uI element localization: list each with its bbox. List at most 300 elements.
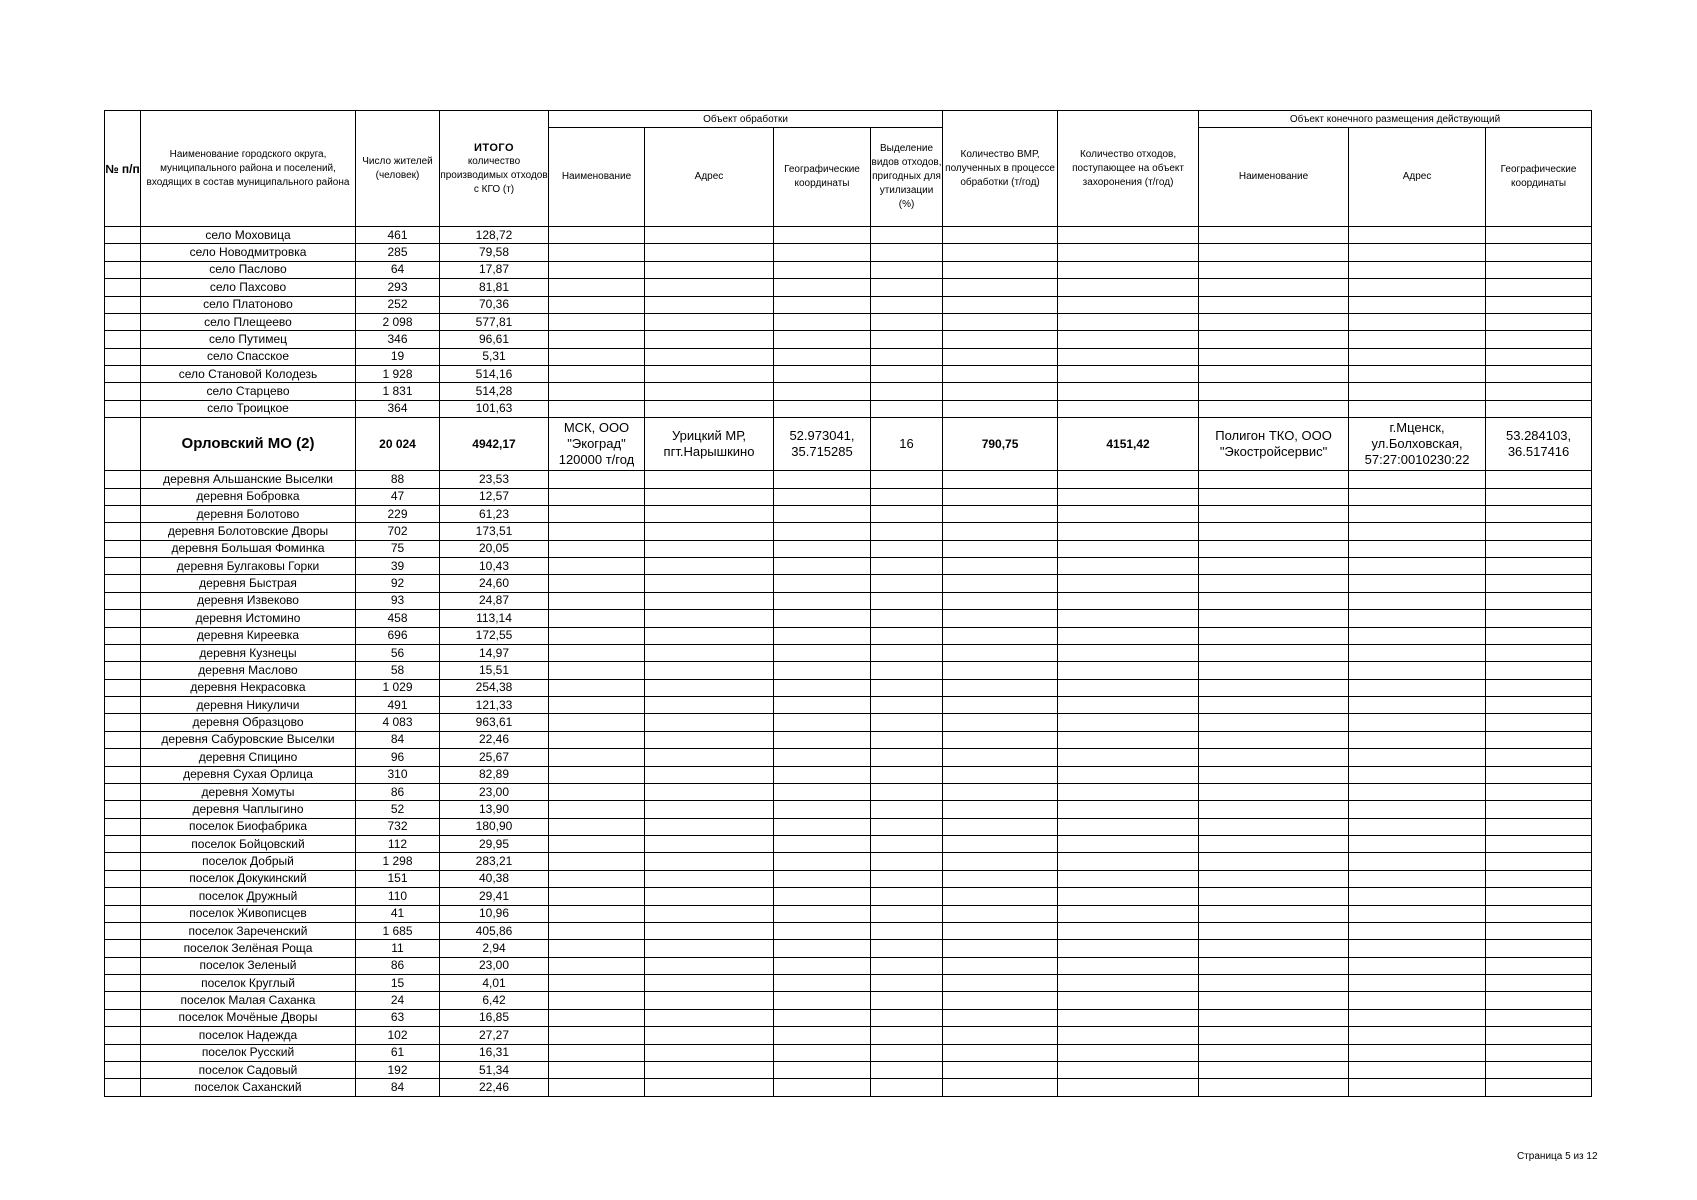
empty-cell	[105, 488, 141, 505]
empty-cell	[645, 1009, 774, 1026]
empty-cell	[105, 1079, 141, 1096]
table-row	[105, 540, 1592, 557]
empty-cell	[105, 836, 141, 853]
empty-cell	[1349, 400, 1486, 417]
empty-cell	[1199, 679, 1349, 696]
empty-cell	[1486, 697, 1592, 714]
empty-cell	[645, 505, 774, 522]
empty-cell	[1058, 383, 1199, 400]
empty-cell	[1486, 400, 1592, 417]
empty-cell	[1486, 1044, 1592, 1061]
empty-cell	[549, 888, 645, 905]
empty-cell	[549, 714, 645, 731]
empty-cell	[1058, 905, 1199, 922]
empty-cell	[549, 1044, 645, 1061]
empty-cell	[549, 348, 645, 365]
empty-cell	[645, 627, 774, 644]
empty-cell	[1058, 575, 1199, 592]
settlement-name: поселок Биофабрика	[141, 818, 356, 835]
empty-cell	[549, 662, 645, 679]
total-cell: 51,34	[440, 1061, 549, 1078]
empty-cell	[1349, 905, 1486, 922]
population-cell: 310	[356, 766, 440, 783]
empty-cell	[645, 992, 774, 1009]
population-cell: 15	[356, 975, 440, 992]
total-cell: 13,90	[440, 801, 549, 818]
empty-cell	[1349, 1009, 1486, 1026]
empty-cell	[645, 400, 774, 417]
empty-cell	[943, 1027, 1058, 1044]
empty-cell	[1058, 818, 1199, 835]
empty-cell	[774, 627, 871, 644]
empty-cell	[1199, 749, 1349, 766]
empty-cell	[645, 957, 774, 974]
settlement-name: деревня Большая Фоминка	[141, 540, 356, 557]
empty-cell	[774, 1061, 871, 1078]
settlement-name: село Моховица	[141, 227, 356, 244]
settlement-name: село Паслово	[141, 261, 356, 278]
empty-cell	[549, 731, 645, 748]
settlement-name: деревня Никуличи	[141, 697, 356, 714]
empty-cell	[645, 279, 774, 296]
empty-cell	[105, 1061, 141, 1078]
empty-cell	[1349, 383, 1486, 400]
empty-cell	[1058, 679, 1199, 696]
empty-cell	[645, 592, 774, 609]
empty-cell	[871, 818, 943, 835]
empty-cell	[105, 1044, 141, 1061]
total-cell: 15,51	[440, 662, 549, 679]
empty-cell	[1058, 975, 1199, 992]
settlement-name: поселок Зелёная Роща	[141, 940, 356, 957]
empty-cell	[1199, 523, 1349, 540]
mo-proc-geo: 52.973041, 35.715285	[774, 418, 871, 471]
empty-cell	[1486, 1061, 1592, 1078]
empty-cell	[1486, 749, 1592, 766]
mo-final-addr: г.Мценск, ул.Болховская, 57:27:0010230:22	[1349, 418, 1486, 471]
empty-cell	[774, 313, 871, 330]
empty-cell	[1199, 331, 1349, 348]
total-cell: 22,46	[440, 1079, 549, 1096]
empty-cell	[1349, 610, 1486, 627]
population-cell: 293	[356, 279, 440, 296]
empty-cell	[1486, 1079, 1592, 1096]
empty-cell	[549, 905, 645, 922]
total-cell: 20,05	[440, 540, 549, 557]
empty-cell	[105, 940, 141, 957]
table-header	[105, 111, 1592, 227]
empty-cell	[1486, 348, 1592, 365]
empty-cell	[1199, 471, 1349, 488]
empty-cell	[871, 540, 943, 557]
empty-cell	[549, 627, 645, 644]
empty-cell	[105, 766, 141, 783]
settlement-name: село Становой Колодезь	[141, 366, 356, 383]
total-cell: 514,16	[440, 366, 549, 383]
empty-cell	[774, 1079, 871, 1096]
empty-cell	[871, 523, 943, 540]
settlement-name: поселок Живописцев	[141, 905, 356, 922]
mo-total: 4942,17	[440, 418, 549, 471]
empty-cell	[774, 366, 871, 383]
empty-cell	[1058, 523, 1199, 540]
total-cell: 121,33	[440, 697, 549, 714]
empty-cell	[105, 975, 141, 992]
total-cell: 16,31	[440, 1044, 549, 1061]
empty-cell	[645, 870, 774, 887]
total-cell: 2,94	[440, 940, 549, 957]
population-cell: 96	[356, 749, 440, 766]
empty-cell	[549, 1061, 645, 1078]
empty-cell	[1058, 227, 1199, 244]
empty-cell	[1349, 1079, 1486, 1096]
total-cell: 101,63	[440, 400, 549, 417]
empty-cell	[943, 731, 1058, 748]
empty-cell	[871, 575, 943, 592]
empty-cell	[549, 331, 645, 348]
empty-cell	[1349, 1027, 1486, 1044]
final-group-header: Объект конечного размещения действующий	[1199, 111, 1592, 128]
total-cell: 12,57	[440, 488, 549, 505]
empty-cell	[943, 905, 1058, 922]
population-cell: 58	[356, 662, 440, 679]
settlement-name: село Старцево	[141, 383, 356, 400]
empty-cell	[871, 279, 943, 296]
empty-cell	[549, 244, 645, 261]
empty-cell	[549, 488, 645, 505]
empty-cell	[549, 505, 645, 522]
settlement-name: деревня Болотово	[141, 505, 356, 522]
empty-cell	[871, 261, 943, 278]
empty-cell	[1486, 313, 1592, 330]
empty-cell	[105, 313, 141, 330]
empty-cell	[1486, 331, 1592, 348]
empty-cell	[105, 400, 141, 417]
empty-cell	[774, 261, 871, 278]
empty-cell	[105, 575, 141, 592]
empty-cell	[943, 279, 1058, 296]
settlement-name: деревня Альшанские Выселки	[141, 471, 356, 488]
population-cell: 86	[356, 783, 440, 800]
empty-cell	[871, 679, 943, 696]
empty-cell	[1349, 662, 1486, 679]
empty-cell	[871, 296, 943, 313]
population-cell: 112	[356, 836, 440, 853]
empty-cell	[549, 870, 645, 887]
total-cell: 70,36	[440, 296, 549, 313]
settlement-name: деревня Спицино	[141, 749, 356, 766]
empty-cell	[774, 523, 871, 540]
mo-proc-addr: Урицкий МР, пгт.Нарышкино	[645, 418, 774, 471]
total-cell: 254,38	[440, 679, 549, 696]
col-proc-name-header: Наименование	[549, 128, 645, 227]
total-cell: 29,41	[440, 888, 549, 905]
empty-cell	[943, 818, 1058, 835]
empty-cell	[105, 279, 141, 296]
population-cell: 1 928	[356, 366, 440, 383]
empty-cell	[1486, 853, 1592, 870]
empty-cell	[871, 801, 943, 818]
settlement-name: поселок Надежда	[141, 1027, 356, 1044]
table-row	[105, 227, 1592, 244]
empty-cell	[1486, 575, 1592, 592]
empty-cell	[871, 383, 943, 400]
empty-cell	[1486, 801, 1592, 818]
total-cell: 81,81	[440, 279, 549, 296]
empty-cell	[871, 331, 943, 348]
table-row	[105, 697, 1592, 714]
empty-cell	[1349, 697, 1486, 714]
empty-cell	[105, 888, 141, 905]
empty-cell	[1349, 679, 1486, 696]
empty-cell	[645, 853, 774, 870]
empty-cell	[1199, 296, 1349, 313]
empty-cell	[549, 592, 645, 609]
empty-cell	[1199, 1044, 1349, 1061]
empty-cell	[871, 888, 943, 905]
total-cell: 17,87	[440, 261, 549, 278]
empty-cell	[1058, 313, 1199, 330]
rows-before	[105, 227, 1592, 418]
empty-cell	[943, 679, 1058, 696]
empty-cell	[871, 714, 943, 731]
empty-cell	[1199, 1027, 1349, 1044]
empty-cell	[1486, 870, 1592, 887]
empty-cell	[1058, 366, 1199, 383]
mo-proc-sel: 16	[871, 418, 943, 471]
empty-cell	[943, 940, 1058, 957]
empty-cell	[1199, 627, 1349, 644]
header-group-row	[105, 111, 1592, 128]
empty-cell	[1486, 383, 1592, 400]
table-row	[105, 766, 1592, 783]
table-row	[105, 801, 1592, 818]
settlement-name: деревня Кузнецы	[141, 644, 356, 661]
empty-cell	[1058, 1044, 1199, 1061]
empty-cell	[943, 488, 1058, 505]
empty-cell	[943, 888, 1058, 905]
settlement-name: поселок Добрый	[141, 853, 356, 870]
population-cell: 702	[356, 523, 440, 540]
population-cell: 41	[356, 905, 440, 922]
empty-cell	[943, 801, 1058, 818]
settlement-name: село Спасское	[141, 348, 356, 365]
empty-cell	[1199, 731, 1349, 748]
empty-cell	[1349, 801, 1486, 818]
empty-cell	[1349, 749, 1486, 766]
empty-cell	[105, 627, 141, 644]
col-total-header	[440, 111, 549, 227]
population-cell: 56	[356, 644, 440, 661]
empty-cell	[549, 836, 645, 853]
empty-cell	[549, 801, 645, 818]
settlement-name: поселок Зареченский	[141, 922, 356, 939]
population-cell: 346	[356, 331, 440, 348]
empty-cell	[105, 731, 141, 748]
total-cell: 23,53	[440, 471, 549, 488]
empty-cell	[774, 400, 871, 417]
population-cell: 1 831	[356, 383, 440, 400]
settlement-name: деревня Болотовские Дворы	[141, 523, 356, 540]
empty-cell	[1199, 540, 1349, 557]
table-row	[105, 905, 1592, 922]
empty-cell	[1486, 905, 1592, 922]
empty-cell	[774, 957, 871, 974]
empty-cell	[1199, 662, 1349, 679]
empty-cell	[1199, 505, 1349, 522]
population-cell: 39	[356, 558, 440, 575]
empty-cell	[871, 505, 943, 522]
empty-cell	[549, 575, 645, 592]
empty-cell	[1199, 975, 1349, 992]
empty-cell	[1199, 313, 1349, 330]
empty-cell	[774, 836, 871, 853]
population-cell: 84	[356, 731, 440, 748]
population-cell: 47	[356, 488, 440, 505]
empty-cell	[1199, 261, 1349, 278]
empty-cell	[1349, 992, 1486, 1009]
empty-cell	[1058, 505, 1199, 522]
empty-cell	[943, 853, 1058, 870]
empty-cell	[943, 627, 1058, 644]
empty-cell	[645, 818, 774, 835]
empty-cell	[1199, 383, 1349, 400]
table-row	[105, 558, 1592, 575]
empty-cell	[1199, 244, 1349, 261]
total-cell: 10,96	[440, 905, 549, 922]
table-row	[105, 313, 1592, 330]
total-cell: 577,81	[440, 313, 549, 330]
total-cell: 96,61	[440, 331, 549, 348]
population-cell: 285	[356, 244, 440, 261]
empty-cell	[774, 1044, 871, 1061]
settlement-name: деревня Сухая Орлица	[141, 766, 356, 783]
empty-cell	[1349, 244, 1486, 261]
table-row	[105, 870, 1592, 887]
empty-cell	[1349, 331, 1486, 348]
total-cell: 172,55	[440, 627, 549, 644]
empty-cell	[645, 383, 774, 400]
empty-cell	[645, 766, 774, 783]
empty-cell	[774, 714, 871, 731]
table-row	[105, 471, 1592, 488]
empty-cell	[1486, 957, 1592, 974]
empty-cell	[1486, 227, 1592, 244]
total-cell: 27,27	[440, 1027, 549, 1044]
empty-cell	[645, 575, 774, 592]
empty-cell	[1486, 592, 1592, 609]
empty-cell	[943, 610, 1058, 627]
population-cell: 64	[356, 261, 440, 278]
empty-cell	[549, 1009, 645, 1026]
settlement-name: деревня Хомуты	[141, 783, 356, 800]
table-row	[105, 888, 1592, 905]
mo-final-geo: 53.284103, 36.517416	[1486, 418, 1592, 471]
empty-cell	[1199, 853, 1349, 870]
table-row	[105, 940, 1592, 957]
population-cell: 364	[356, 400, 440, 417]
table-row	[105, 922, 1592, 939]
empty-cell	[774, 383, 871, 400]
empty-cell	[1349, 575, 1486, 592]
table-row	[105, 783, 1592, 800]
empty-cell	[1199, 940, 1349, 957]
empty-cell	[943, 870, 1058, 887]
empty-cell	[871, 957, 943, 974]
col-proc-geo-header: Географические координаты	[774, 128, 871, 227]
settlement-name: деревня Маслово	[141, 662, 356, 679]
empty-cell	[105, 644, 141, 661]
empty-cell	[943, 697, 1058, 714]
empty-cell	[943, 383, 1058, 400]
empty-cell	[1486, 836, 1592, 853]
table-row	[105, 488, 1592, 505]
empty-cell	[645, 905, 774, 922]
empty-cell	[645, 227, 774, 244]
settlement-name: деревня Образцово	[141, 714, 356, 731]
empty-cell	[549, 940, 645, 957]
population-cell: 732	[356, 818, 440, 835]
table-row	[105, 853, 1592, 870]
total-cell: 405,86	[440, 922, 549, 939]
empty-cell	[943, 505, 1058, 522]
population-cell: 93	[356, 592, 440, 609]
total-cell: 25,67	[440, 749, 549, 766]
empty-cell	[645, 1044, 774, 1061]
page-footer: Страница 5 из 12	[1517, 1151, 1598, 1162]
total-cell: 173,51	[440, 523, 549, 540]
mo-proc-name: МСК, ООО "Экоград" 120000 т/год	[549, 418, 645, 471]
empty-cell	[549, 313, 645, 330]
empty-cell	[1199, 801, 1349, 818]
col-num-header: № п/п	[105, 111, 141, 227]
settlement-name: деревня Извеково	[141, 592, 356, 609]
empty-cell	[1199, 558, 1349, 575]
empty-cell	[774, 749, 871, 766]
empty-cell	[1486, 644, 1592, 661]
settlement-name: деревня Некрасовка	[141, 679, 356, 696]
empty-cell	[1486, 818, 1592, 835]
empty-cell	[549, 540, 645, 557]
empty-cell	[549, 523, 645, 540]
empty-cell	[645, 523, 774, 540]
empty-cell	[645, 348, 774, 365]
processing-group-header: Объект обработки	[549, 111, 943, 128]
empty-cell	[645, 783, 774, 800]
population-cell: 110	[356, 888, 440, 905]
total-cell: 24,60	[440, 575, 549, 592]
empty-cell	[774, 558, 871, 575]
empty-cell	[1349, 731, 1486, 748]
total-cell: 16,85	[440, 1009, 549, 1026]
empty-cell	[549, 296, 645, 313]
total-cell: 61,23	[440, 505, 549, 522]
empty-cell	[1486, 366, 1592, 383]
settlement-name: деревня Бобровка	[141, 488, 356, 505]
empty-cell	[105, 383, 141, 400]
empty-cell	[1058, 1009, 1199, 1026]
empty-cell	[549, 783, 645, 800]
table-row	[105, 261, 1592, 278]
empty-cell	[871, 313, 943, 330]
empty-cell	[774, 818, 871, 835]
col-vmr-header: Количество ВМР, полученных в процессе обработки (т/год)	[943, 111, 1058, 227]
empty-cell	[1349, 279, 1486, 296]
table-row	[105, 836, 1592, 853]
empty-cell	[774, 870, 871, 887]
empty-cell	[1349, 313, 1486, 330]
empty-cell	[1349, 870, 1486, 887]
